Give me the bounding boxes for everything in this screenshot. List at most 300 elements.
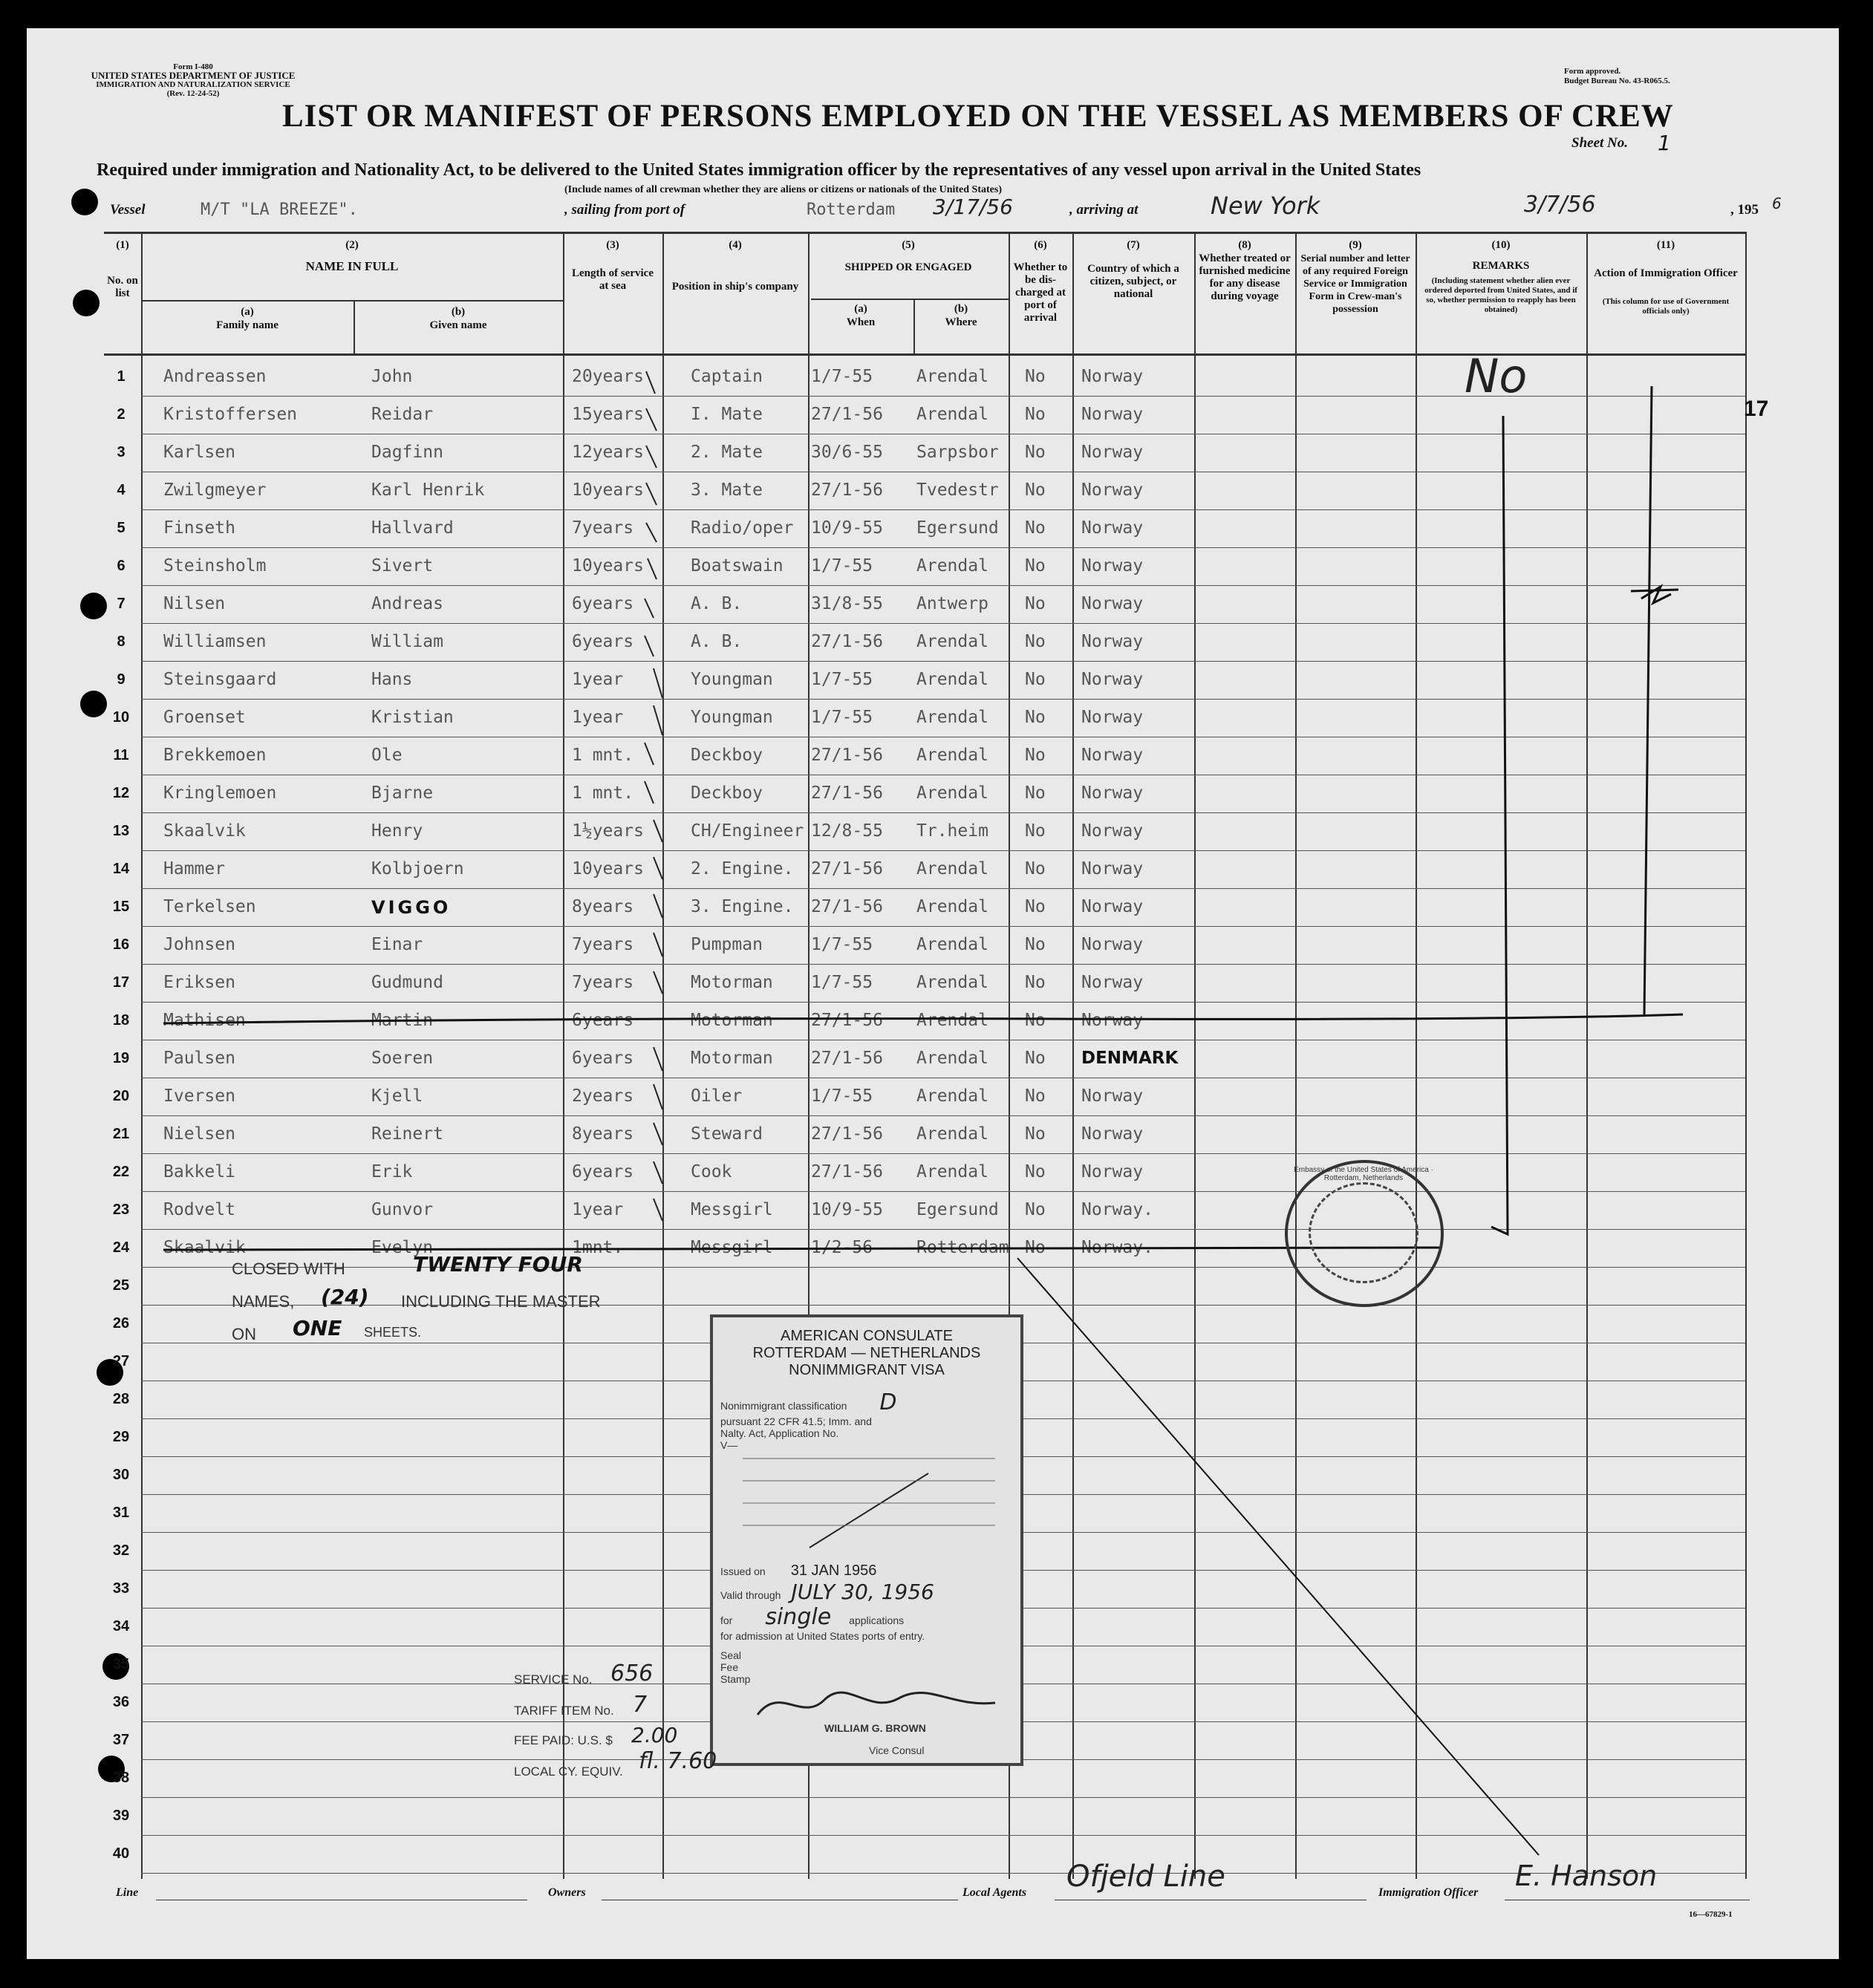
local-equiv-label: LOCAL CY. EQUIV. bbox=[514, 1764, 623, 1779]
cell-country: Norway bbox=[1081, 1162, 1144, 1182]
visa-classification-value: D bbox=[879, 1389, 897, 1415]
cell-when: 1/2-56 bbox=[811, 1238, 873, 1257]
cell-when: 30/6-55 bbox=[811, 443, 883, 462]
cell-where: Arendal bbox=[916, 783, 988, 803]
cell-disch: No bbox=[1025, 1162, 1046, 1182]
cell-country: Norway bbox=[1081, 367, 1144, 386]
row-number: 7 bbox=[117, 596, 126, 612]
cell-position: Captain bbox=[691, 367, 763, 386]
cell-length: 7years bbox=[572, 935, 634, 954]
cell-position: 3. Engine. bbox=[691, 897, 794, 916]
cell-position: Motorman bbox=[691, 973, 773, 992]
header-discharged: Whether to be dis-charged at port of arrival bbox=[1013, 261, 1068, 324]
sheet-label: Sheet No. bbox=[1571, 135, 1628, 151]
cell-family: Brekkemoen bbox=[163, 746, 267, 765]
cell-family: Kringlemoen bbox=[163, 783, 277, 803]
form-print-code: 16—67829-1 bbox=[1689, 1910, 1733, 1919]
local-equiv-value: fl. 7.60 bbox=[639, 1748, 717, 1774]
visa-diagonal-mark bbox=[713, 1451, 1010, 1562]
cell-family: Mathisen bbox=[163, 1011, 246, 1030]
row-number: 33 bbox=[112, 1580, 130, 1597]
footer-agents-value: Ofjeld Line bbox=[1066, 1860, 1225, 1894]
cell-given: Sivert bbox=[371, 556, 434, 576]
cell-length: 8years bbox=[572, 1124, 634, 1144]
cell-where: Sarpsbor bbox=[916, 443, 999, 462]
consul-title: Vice Consul bbox=[869, 1744, 925, 1756]
cell-disch: No bbox=[1025, 556, 1046, 576]
header-no-on-list: No. on list bbox=[107, 275, 138, 299]
footer-owners-label: Owners bbox=[548, 1886, 586, 1899]
cell-given: Ole bbox=[371, 746, 403, 765]
cell-given: Evelyn bbox=[371, 1238, 434, 1257]
cell-disch: No bbox=[1025, 783, 1046, 803]
vessel-label: Vessel bbox=[110, 202, 146, 218]
cell-given: Kjell bbox=[371, 1086, 423, 1106]
cell-country: Norway. bbox=[1081, 1200, 1153, 1219]
cell-where: Antwerp bbox=[916, 594, 988, 613]
row-number: 28 bbox=[112, 1391, 130, 1407]
cell-when: 27/1-56 bbox=[811, 480, 883, 500]
row-number: 6 bbox=[117, 558, 126, 574]
cell-disch: No bbox=[1025, 708, 1046, 727]
cell-when: 1/7-55 bbox=[811, 556, 873, 576]
cell-family: Williamsen bbox=[163, 632, 267, 651]
approved-text: Form approved. bbox=[1564, 67, 1621, 76]
manifest-title: LIST OR MANIFEST OF PERSONS EMPLOYED ON THE VESSEL AS MEMBERS OF CREW bbox=[282, 99, 1674, 134]
cell-position: Oiler bbox=[691, 1086, 743, 1106]
row-number: 11 bbox=[113, 747, 129, 763]
col-number-2: (2) bbox=[345, 239, 359, 251]
header-shipped-or-engaged: SHIPPED OR ENGAGED bbox=[844, 261, 972, 273]
footer-officer-value: E. Hanson bbox=[1515, 1860, 1658, 1892]
cell-when: 27/1-56 bbox=[811, 632, 883, 651]
cell-position: CH/Engineer bbox=[691, 821, 804, 841]
cell-given: Andreas bbox=[371, 594, 443, 613]
cell-length: 10years bbox=[572, 556, 644, 576]
cell-when: 27/1-56 bbox=[811, 783, 883, 803]
seal-emblem bbox=[1309, 1182, 1418, 1283]
row-number: 35 bbox=[112, 1656, 130, 1672]
cell-given: Gunvor bbox=[371, 1200, 434, 1219]
cell-when: 27/1-56 bbox=[811, 897, 883, 916]
row-number: 2 bbox=[117, 406, 126, 423]
col-number-4: (4) bbox=[729, 239, 742, 251]
cell-country: Norway bbox=[1081, 859, 1144, 879]
row-number: 1 bbox=[117, 368, 126, 385]
row-number: 10 bbox=[112, 709, 130, 726]
cell-when: 27/1-56 bbox=[811, 859, 883, 879]
header-serial-number: Serial number and letter of any required Foreign Service or Immigration Form in Crew-man's possession bbox=[1300, 253, 1410, 315]
cell-length: 6years bbox=[572, 594, 634, 613]
cell-disch: No bbox=[1025, 1200, 1046, 1219]
sailing-date: 3/17/56 bbox=[933, 195, 1013, 219]
cell-position: 2. Mate bbox=[691, 443, 763, 462]
cell-disch: No bbox=[1025, 670, 1046, 689]
header-action-note: (This column for use of Government officials only) bbox=[1602, 297, 1730, 316]
header-country: Country of which a citizen, subject, or national bbox=[1087, 263, 1179, 300]
row-number: 17 bbox=[112, 974, 130, 991]
cell-country: Norway bbox=[1081, 594, 1144, 613]
header-family-name: Family name bbox=[216, 319, 278, 331]
cell-where: Arendal bbox=[916, 1124, 988, 1144]
cell-given: Reinert bbox=[371, 1124, 443, 1144]
cell-length: 1 mnt. bbox=[572, 746, 634, 765]
header-remarks-note: (Including statement whether alien ever ordered deported from United States, and if so, whether permission to reapply has been obtained) bbox=[1424, 276, 1577, 314]
cell-where: Rotterdam bbox=[916, 1238, 1009, 1257]
cell-length: 1½years bbox=[572, 821, 644, 841]
remarks-bracket-line bbox=[1491, 416, 1508, 1234]
cell-where: Arendal bbox=[916, 367, 988, 386]
col-number-8: (8) bbox=[1238, 239, 1251, 251]
cell-position: Motorman bbox=[691, 1011, 773, 1030]
col-number-11: (11) bbox=[1656, 239, 1675, 251]
cell-family: Kristoffersen bbox=[163, 405, 298, 424]
cell-disch: No bbox=[1025, 973, 1046, 992]
cell-disch: No bbox=[1025, 935, 1046, 954]
strike-row-24 bbox=[163, 1248, 1441, 1250]
cell-disch: No bbox=[1025, 1124, 1046, 1144]
row-number: 34 bbox=[112, 1618, 130, 1635]
sheet-number: 1 bbox=[1658, 131, 1671, 155]
row-number: 13 bbox=[112, 823, 130, 839]
cell-country: DENMARK bbox=[1081, 1049, 1179, 1068]
cell-length: 6years bbox=[572, 1011, 634, 1030]
cell-country: Norway. bbox=[1081, 1238, 1153, 1257]
cell-family: Steinsholm bbox=[163, 556, 267, 576]
row-number: 20 bbox=[112, 1088, 130, 1104]
cell-disch: No bbox=[1025, 518, 1046, 538]
row-number: 36 bbox=[112, 1694, 130, 1710]
cell-country: Norway bbox=[1081, 897, 1144, 916]
row-number: 8 bbox=[117, 633, 126, 650]
form-number: Form I-480 bbox=[173, 62, 213, 71]
cell-where: Arendal bbox=[916, 1011, 988, 1030]
cell-disch: No bbox=[1025, 897, 1046, 916]
sailing-label: , sailing from port of bbox=[564, 202, 685, 218]
cell-given: VIGGO bbox=[371, 897, 452, 918]
row-number: 38 bbox=[112, 1770, 130, 1786]
closing-including-master: INCLUDING THE MASTER bbox=[401, 1292, 601, 1311]
visa-type: NONIMMIGRANT VISA bbox=[789, 1362, 945, 1378]
header-given-b: (b) bbox=[451, 306, 466, 318]
row-number: 29 bbox=[112, 1429, 130, 1445]
cell-given: Hans bbox=[371, 670, 413, 689]
cell-length: 10years bbox=[572, 480, 644, 500]
cell-country: Norway bbox=[1081, 783, 1144, 803]
closing-with-label: CLOSED WITH bbox=[232, 1259, 345, 1278]
cell-position: Youngman bbox=[691, 670, 773, 689]
cell-when: 27/1-56 bbox=[811, 746, 883, 765]
cell-position: A. B. bbox=[691, 632, 743, 651]
cell-family: Rodvelt bbox=[163, 1200, 235, 1219]
cell-given: John bbox=[371, 367, 413, 386]
cell-given: Erik bbox=[371, 1162, 413, 1182]
cell-position: Steward bbox=[691, 1124, 763, 1144]
cell-country: Norway bbox=[1081, 973, 1144, 992]
cell-where: Arendal bbox=[916, 1162, 988, 1182]
service-number-value: 656 bbox=[610, 1661, 654, 1686]
service-number-label: SERVICE No. bbox=[514, 1672, 593, 1686]
col-number-9: (9) bbox=[1349, 239, 1362, 251]
cell-disch: No bbox=[1025, 859, 1046, 879]
row-number: 40 bbox=[112, 1845, 130, 1862]
cell-length: 1year bbox=[572, 708, 624, 727]
cell-where: Egersund bbox=[916, 1200, 999, 1219]
cell-country: Norway bbox=[1081, 556, 1144, 576]
row-number: 37 bbox=[112, 1732, 130, 1748]
footer-officer-label: Immigration Officer bbox=[1378, 1886, 1479, 1899]
visa-valid-label: Valid through bbox=[720, 1589, 781, 1601]
cell-given: Einar bbox=[371, 935, 423, 954]
cell-where: Arendal bbox=[916, 746, 988, 765]
cell-country: Norway bbox=[1081, 670, 1144, 689]
row-number: 15 bbox=[112, 899, 130, 915]
cell-family: Terkelsen bbox=[163, 897, 256, 916]
cell-disch: No bbox=[1025, 443, 1046, 462]
row-number: 9 bbox=[117, 671, 126, 688]
cell-family: Iversen bbox=[163, 1086, 235, 1106]
cell-when: 27/1-56 bbox=[811, 1162, 883, 1182]
cell-given: Martin bbox=[371, 1011, 434, 1030]
cell-family: Nielsen bbox=[163, 1124, 235, 1144]
cell-when: 1/7-55 bbox=[811, 708, 873, 727]
row-number: 5 bbox=[117, 520, 126, 536]
cell-position: Youngman bbox=[691, 708, 773, 727]
cell-family: Nilsen bbox=[163, 594, 226, 613]
row-number: 24 bbox=[112, 1239, 130, 1256]
service-name: IMMIGRATION AND NATURALIZATION SERVICE bbox=[96, 80, 290, 89]
col-number-1: (1) bbox=[116, 239, 129, 251]
cell-length: 1 mnt. bbox=[572, 783, 634, 803]
visa-classification-label: Nonimmigrant classification bbox=[720, 1400, 847, 1412]
visa-stamp-label: Stamp bbox=[720, 1673, 751, 1685]
row-number: 12 bbox=[112, 785, 130, 801]
visa-v-line: V— bbox=[720, 1439, 738, 1451]
cell-when: 27/1-56 bbox=[811, 405, 883, 424]
cell-when: 1/7-55 bbox=[811, 670, 873, 689]
footer-line-label: Line bbox=[116, 1886, 139, 1899]
row-number: 25 bbox=[112, 1277, 130, 1294]
cell-position: I. Mate bbox=[691, 405, 763, 424]
budget-bureau-number: Budget Bureau No. 43-R065.5. bbox=[1564, 76, 1670, 85]
row-number: 32 bbox=[112, 1542, 130, 1559]
cell-disch: No bbox=[1025, 1086, 1046, 1106]
cell-length: 1mnt. bbox=[572, 1238, 624, 1257]
cell-family: Eriksen bbox=[163, 973, 235, 992]
action-initial-mark bbox=[1631, 587, 1678, 603]
cell-position: Radio/oper bbox=[691, 518, 794, 538]
cell-where: Tvedestr bbox=[916, 480, 999, 500]
cell-length: 1year bbox=[572, 1200, 624, 1219]
cell-where: Arendal bbox=[916, 556, 988, 576]
arriving-port: New York bbox=[1211, 192, 1320, 220]
cell-country: Norway bbox=[1081, 1086, 1144, 1106]
cell-where: Arendal bbox=[916, 1086, 988, 1106]
cell-position: A. B. bbox=[691, 594, 743, 613]
cell-where: Arendal bbox=[916, 708, 988, 727]
cell-given: Gudmund bbox=[371, 973, 443, 992]
row-number: 26 bbox=[112, 1315, 130, 1332]
cell-family: Groenset bbox=[163, 708, 246, 727]
cell-position: Deckboy bbox=[691, 746, 763, 765]
row-number: 14 bbox=[112, 861, 130, 877]
arriving-label: , arriving at bbox=[1069, 202, 1139, 218]
row-number: 18 bbox=[112, 1012, 130, 1029]
cell-disch: No bbox=[1025, 1049, 1046, 1068]
cell-given: Karl Henrik bbox=[371, 480, 485, 500]
cell-family: Paulsen bbox=[163, 1049, 235, 1068]
cell-length: 10years bbox=[572, 859, 644, 879]
cell-where: Arendal bbox=[916, 670, 988, 689]
cell-position: Boatswain bbox=[691, 556, 784, 576]
cell-given: Bjarne bbox=[371, 783, 434, 803]
cell-disch: No bbox=[1025, 746, 1046, 765]
fee-paid-label: FEE PAID: U.S. $ bbox=[514, 1733, 613, 1747]
visa-admission-line: for admission at United States ports of entry. bbox=[720, 1630, 925, 1642]
cell-disch: No bbox=[1025, 480, 1046, 500]
header-where: Where bbox=[945, 316, 977, 328]
cell-when: 31/8-55 bbox=[811, 594, 883, 613]
cell-family: Finseth bbox=[163, 518, 235, 538]
nonimmigrant-visa-stamp bbox=[710, 1314, 1023, 1766]
header-position: Position in ship's company bbox=[671, 281, 799, 293]
cell-country: Norway bbox=[1081, 443, 1144, 462]
row-number: 22 bbox=[112, 1164, 130, 1180]
cell-when: 1/7-55 bbox=[811, 973, 873, 992]
cell-length: 15years bbox=[572, 405, 644, 424]
closing-count-words: TWENTY FOUR bbox=[413, 1252, 583, 1277]
cell-length: 2years bbox=[572, 1086, 634, 1106]
cell-country: Norway bbox=[1081, 1124, 1144, 1144]
cell-country: Norway bbox=[1081, 632, 1144, 651]
action-17-mark: 17 bbox=[1744, 397, 1769, 421]
cell-country: Norway bbox=[1081, 1011, 1144, 1030]
cell-given: Kristian bbox=[371, 708, 454, 727]
header-action: Action of Immigration Officer bbox=[1594, 267, 1738, 279]
cell-where: Arendal bbox=[916, 897, 988, 916]
row-number: 19 bbox=[112, 1050, 130, 1066]
cell-where: Arendal bbox=[916, 973, 988, 992]
col-number-10: (10) bbox=[1491, 239, 1511, 251]
header-when-a: (a) bbox=[854, 303, 867, 315]
consular-seal bbox=[1285, 1160, 1444, 1307]
cell-when: 10/9-55 bbox=[811, 1200, 883, 1219]
visa-valid-date: JULY 30, 1956 bbox=[791, 1580, 934, 1604]
cell-position: 2. Engine. bbox=[691, 859, 794, 879]
cell-where: Tr.heim bbox=[916, 821, 988, 841]
cell-disch: No bbox=[1025, 367, 1046, 386]
cell-family: Johnsen bbox=[163, 935, 235, 954]
cell-when: 1/7-55 bbox=[811, 367, 873, 386]
header-when: When bbox=[846, 316, 876, 328]
footer-agents-label: Local Agents bbox=[962, 1886, 1027, 1899]
cell-where: Arendal bbox=[916, 1049, 988, 1068]
visa-seal-label: Seal bbox=[720, 1649, 742, 1661]
cell-position: Messgirl bbox=[691, 1200, 773, 1219]
closing-names-label: NAMES, bbox=[232, 1292, 295, 1311]
cell-when: 1/7-55 bbox=[811, 1086, 873, 1106]
cell-length: 7years bbox=[572, 973, 634, 992]
revision-date: (Rev. 12-24-52) bbox=[166, 89, 220, 98]
header-family-a: (a) bbox=[241, 306, 254, 318]
row-number: 21 bbox=[112, 1126, 130, 1142]
cell-country: Norway bbox=[1081, 935, 1144, 954]
year-suffix: 6 bbox=[1772, 195, 1782, 212]
tariff-item-value: 7 bbox=[633, 1692, 648, 1718]
cell-where: Arendal bbox=[916, 405, 988, 424]
cell-given: Dagfinn bbox=[371, 443, 443, 462]
visa-application-line: Nalty. Act, Application No. bbox=[720, 1427, 839, 1439]
header-name-in-full: NAME IN FULL bbox=[305, 259, 399, 273]
cell-length: 20years bbox=[572, 367, 644, 386]
cell-length: 6years bbox=[572, 1162, 634, 1182]
closing-count-number: (24) bbox=[321, 1285, 369, 1309]
row-number: 39 bbox=[112, 1808, 130, 1824]
visa-location: ROTTERDAM — NETHERLANDS bbox=[752, 1345, 981, 1361]
cell-disch: No bbox=[1025, 632, 1046, 651]
cell-length: 7years bbox=[572, 518, 634, 538]
consul-name: WILLIAM G. BROWN bbox=[824, 1722, 926, 1734]
cell-where: Egersund bbox=[916, 518, 999, 538]
strike-row-18 bbox=[163, 1014, 1683, 1023]
row-number: 31 bbox=[112, 1505, 130, 1521]
cell-where: Arendal bbox=[916, 632, 988, 651]
cell-family: Skaalvik bbox=[163, 1238, 246, 1257]
cell-family: Hammer bbox=[163, 859, 226, 879]
cell-when: 10/9-55 bbox=[811, 518, 883, 538]
cell-given: Hallvard bbox=[371, 518, 454, 538]
cell-family: Bakkeli bbox=[163, 1162, 235, 1182]
cell-country: Norway bbox=[1081, 821, 1144, 841]
closing-on-label: ON bbox=[232, 1325, 256, 1343]
col-number-7: (7) bbox=[1127, 239, 1140, 251]
closing-sheet-count: ONE bbox=[293, 1316, 342, 1340]
cell-given: Kolbjoern bbox=[371, 859, 464, 879]
row-number: 3 bbox=[117, 444, 126, 460]
year-label: , 195 bbox=[1730, 202, 1759, 218]
seal-text: Embassy of the United States of America · Rotterdam, Netherlands bbox=[1294, 1166, 1433, 1182]
cell-disch: No bbox=[1025, 594, 1046, 613]
cell-length: 1year bbox=[572, 670, 624, 689]
cell-disch: No bbox=[1025, 821, 1046, 841]
cell-position: Deckboy bbox=[691, 783, 763, 803]
vessel-name: M/T "LA BREEZE". bbox=[201, 201, 358, 219]
col-number-6: (6) bbox=[1034, 239, 1047, 251]
col-number-3: (3) bbox=[606, 239, 619, 251]
cell-when: 27/1-56 bbox=[811, 1049, 883, 1068]
fee-paid-value: 2.00 bbox=[631, 1723, 678, 1747]
row-number: 30 bbox=[112, 1467, 130, 1483]
consul-signature bbox=[713, 1685, 1010, 1722]
cell-length: 12years bbox=[572, 443, 644, 462]
visa-fee-label: Fee bbox=[720, 1661, 739, 1673]
col-number-5: (5) bbox=[902, 239, 915, 251]
sailing-port: Rotterdam bbox=[807, 201, 896, 219]
cell-family: Zwilgmeyer bbox=[163, 480, 267, 500]
closing-sheets-label: SHEETS. bbox=[364, 1325, 422, 1340]
cell-family: Andreassen bbox=[163, 367, 267, 386]
cell-country: Norway bbox=[1081, 480, 1144, 500]
visa-for-value: single bbox=[765, 1604, 832, 1630]
header-remarks: REMARKS bbox=[1472, 260, 1530, 272]
cell-country: Norway bbox=[1081, 518, 1144, 538]
cell-position: Motorman bbox=[691, 1049, 773, 1068]
row-number: 27 bbox=[112, 1353, 130, 1369]
remarks-no-mark: No bbox=[1465, 349, 1528, 403]
tariff-item-label: TARIFF ITEM No. bbox=[514, 1704, 614, 1718]
header-where-b: (b) bbox=[954, 303, 968, 315]
cell-length: 6years bbox=[572, 1049, 634, 1068]
